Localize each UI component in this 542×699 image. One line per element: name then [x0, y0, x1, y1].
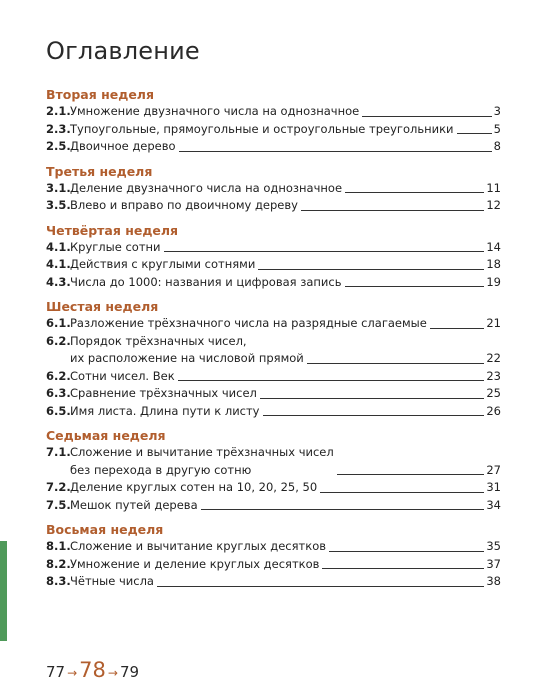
entry-number: 6.1. [46, 316, 71, 330]
entry-page-number: 11 [486, 180, 501, 195]
entry-title: Влево и вправо по двоичному дереву [70, 198, 298, 212]
entry-page-number: 8 [493, 139, 501, 153]
week-title: Четвёртая неделя [46, 222, 179, 238]
week-section [46, 521, 501, 591]
toc-entry[interactable] [46, 497, 501, 515]
entry-title: Сложение и вычитание трёхзначных чисел без перехода в другую сотню [70, 445, 334, 477]
toc-entry[interactable] [46, 274, 501, 292]
current-page-number: 78 [79, 658, 106, 682]
entry-page-number: 35 [486, 539, 501, 553]
toc-entry[interactable] [46, 573, 501, 591]
week-section [46, 222, 501, 292]
entry-title: Сравнение трёхзначных чисел [70, 386, 257, 400]
entry-number: 6.2. [46, 368, 71, 383]
week-section [46, 86, 501, 156]
entry-title: Тупоугольные, прямоугольные и остроугольные треугольники [70, 121, 454, 136]
entry-number: 8.3. [46, 574, 71, 588]
arrow-right-icon: → [67, 666, 78, 680]
table-of-contents [46, 86, 501, 598]
entry-title: Умножение двузначного числа на однозначное [70, 104, 360, 118]
toc-entry[interactable] [46, 538, 501, 556]
toc-entry[interactable] [46, 197, 501, 215]
week-title: Шестая неделя [46, 299, 159, 314]
next-page-number[interactable]: 79 [119, 663, 140, 681]
entry-page-number: 31 [486, 480, 501, 494]
entry-page-number: 5 [493, 121, 501, 136]
entry-title: Сложение и вычитание круглых десятков [70, 539, 327, 553]
dot-leader [307, 363, 485, 364]
entry-number: 4.3. [46, 274, 71, 289]
entry-title: Деление двузначного числа на однозначное [70, 180, 343, 195]
week-title: Восьмая неделя [46, 522, 164, 537]
entry-number: 7.5. [46, 497, 71, 512]
dot-leader [263, 415, 485, 416]
toc-entry[interactable] [46, 103, 501, 121]
dot-leader [457, 133, 492, 134]
dot-leader [362, 116, 491, 117]
entry-page-number: 25 [486, 386, 501, 400]
entry-page-number: 21 [486, 316, 501, 330]
dot-leader [345, 192, 484, 193]
entry-page-number: 38 [486, 574, 501, 588]
prev-page-number[interactable]: 77 [46, 663, 66, 681]
entry-title: Чётные числа [70, 574, 154, 588]
entry-page-number: 18 [486, 257, 501, 271]
week-section [46, 298, 501, 420]
dot-leader [329, 551, 484, 552]
entry-number: 2.5. [46, 139, 71, 153]
dot-leader [157, 586, 484, 587]
toc-entry[interactable] [46, 368, 501, 386]
week-section [46, 163, 501, 215]
entry-title: Сотни чисел. Век [70, 368, 175, 383]
entry-number: 4.1. [46, 239, 71, 254]
entry-title: Порядок трёхзначных чисел, их расположение на числовой прямой [70, 333, 304, 365]
entry-number: 3.1. [46, 180, 71, 195]
toc-entry[interactable] [46, 138, 501, 156]
entry-title: Круглые сотни [70, 239, 161, 254]
toc-entry[interactable] [46, 479, 501, 497]
entry-number: 6.5. [46, 403, 71, 418]
entry-title: Умножение и деление круглых десятков [70, 556, 320, 571]
toc-entry[interactable] [46, 333, 501, 368]
entry-page-number: 14 [486, 239, 501, 254]
entry-title: Деление круглых сотен на 10, 20, 25, 50 [70, 480, 318, 494]
entry-number: 8.1. [46, 539, 71, 553]
entry-page-number: 27 [486, 462, 501, 477]
entry-page-number: 3 [493, 104, 501, 118]
entry-number: 6.3. [46, 386, 71, 400]
side-color-tab [0, 541, 7, 641]
entry-number: 7.1. [46, 445, 71, 459]
entry-title: Действия с круглыми сотнями [70, 257, 256, 271]
toc-entry[interactable] [46, 180, 501, 198]
dot-leader [164, 251, 485, 252]
entry-page-number: 26 [486, 403, 501, 418]
dot-leader [345, 286, 485, 287]
week-title: Седьмая неделя [46, 428, 166, 443]
week-section [46, 427, 501, 514]
entry-page-number: 12 [486, 198, 501, 212]
entry-number: 6.2. [46, 333, 71, 348]
dot-leader [258, 269, 484, 270]
entry-number: 2.1. [46, 104, 71, 118]
entry-number: 7.2. [46, 480, 71, 494]
dot-leader [430, 328, 485, 329]
entry-page-number: 23 [486, 368, 501, 383]
entry-number: 8.2. [46, 556, 71, 571]
entry-title: Двоичное дерево [70, 139, 176, 153]
toc-entry[interactable] [46, 256, 501, 274]
entry-title: Мешок путей дерева [70, 497, 198, 512]
toc-entry[interactable] [46, 239, 501, 257]
page-title: Оглавление [46, 37, 200, 65]
arrow-right-icon: → [107, 666, 118, 680]
entry-page-number: 22 [486, 351, 501, 365]
toc-entry[interactable] [46, 121, 501, 139]
dot-leader [337, 474, 485, 475]
week-title: Третья неделя [46, 163, 153, 179]
dot-leader [260, 398, 484, 399]
entry-title: Имя листа. Длина пути к листу [70, 403, 260, 418]
entry-page-number: 34 [486, 497, 501, 512]
entry-page-number: 37 [486, 556, 501, 571]
dot-leader [322, 568, 484, 569]
toc-entry[interactable] [46, 556, 501, 574]
week-title: Вторая неделя [46, 87, 154, 102]
entry-number: 2.3. [46, 121, 71, 136]
dot-leader [201, 509, 485, 510]
dot-leader [320, 492, 484, 493]
toc-entry[interactable] [46, 385, 501, 403]
entry-title: Числа до 1000: названия и цифровая запись [70, 274, 342, 289]
dot-leader [178, 380, 485, 381]
toc-entry[interactable] [46, 315, 501, 333]
entry-number: 3.5. [46, 198, 71, 212]
entry-title: Разложение трёхзначного числа на разрядные слагаемые [70, 316, 427, 330]
entry-number: 4.1. [46, 257, 71, 271]
page-navigation [46, 658, 139, 682]
toc-entry[interactable] [46, 403, 501, 421]
toc-entry[interactable] [46, 444, 501, 479]
dot-leader [301, 210, 484, 211]
dot-leader [179, 151, 492, 152]
entry-page-number: 19 [486, 274, 501, 289]
